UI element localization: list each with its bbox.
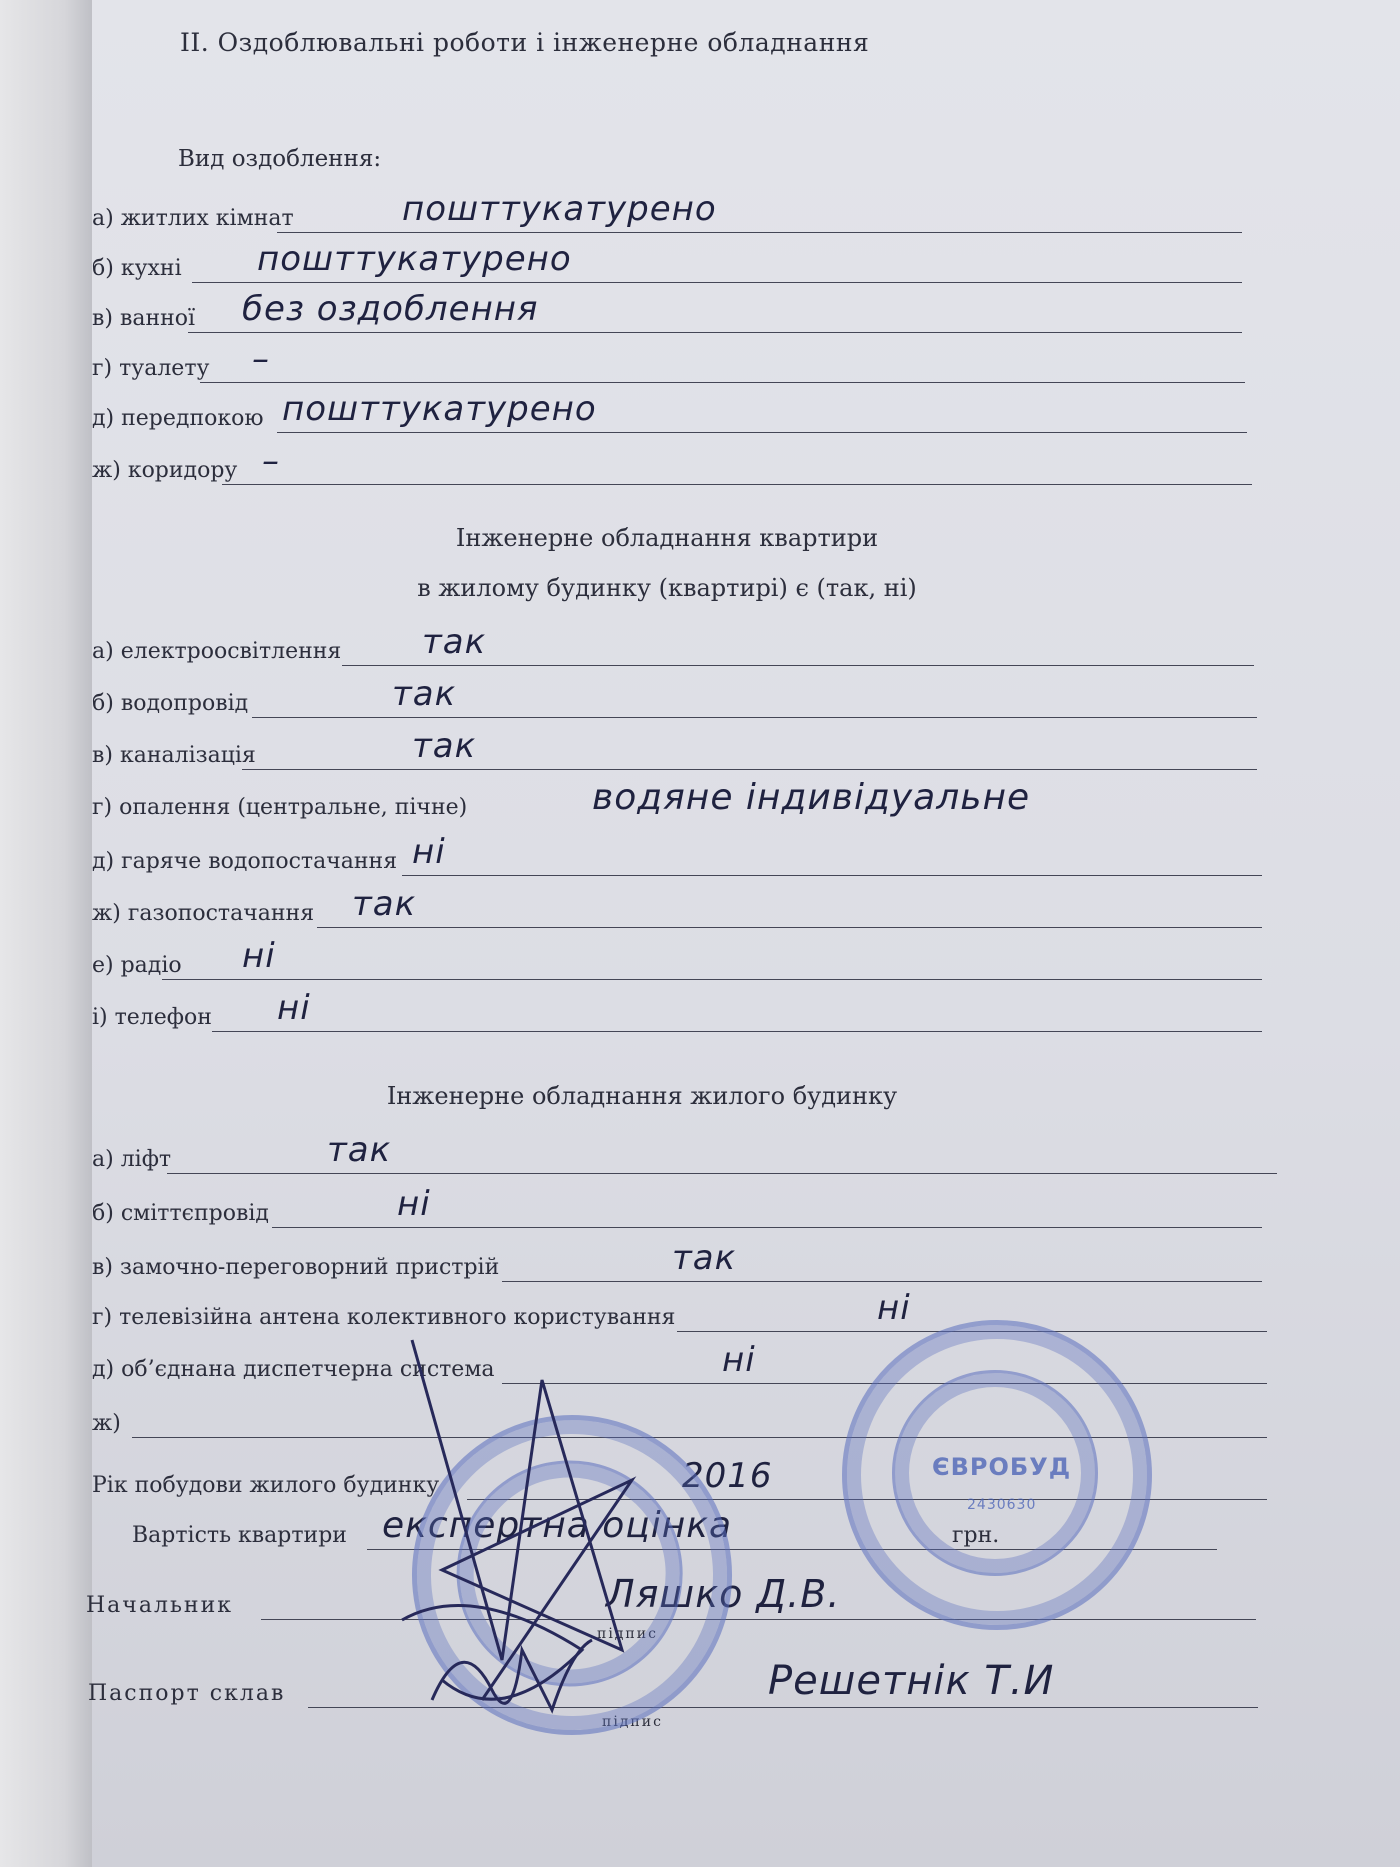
- handwritten-value: так: [412, 726, 477, 766]
- handwritten-value: ні: [397, 1184, 431, 1224]
- handwritten-value: без оздоблення: [242, 289, 539, 329]
- field-label: в) каналізація: [92, 743, 256, 768]
- handwritten-value: так: [327, 1130, 392, 1170]
- fill-line: [277, 232, 1242, 233]
- apartment-row: [92, 777, 1192, 824]
- signature-caption: підпис: [602, 1714, 663, 1730]
- apartment-subheading: в жилому будинку (квартирі) є (так, ні): [417, 574, 917, 602]
- apartment-row: [92, 622, 1192, 668]
- passport-signature-scribble: [422, 1610, 602, 1740]
- finishing-row: [92, 289, 1192, 335]
- field-label: г) туалету: [92, 356, 210, 381]
- handwritten-value: так: [672, 1238, 737, 1278]
- field-label: ж): [92, 1411, 121, 1436]
- apartment-row: [92, 674, 1192, 720]
- apartment-heading: Інженерне обладнання квартири: [455, 524, 879, 552]
- signature-caption: підпис: [597, 1626, 658, 1642]
- field-label: б) кухні: [92, 256, 182, 281]
- fill-line: [317, 927, 1262, 928]
- handwritten-value: пошттукатурено: [282, 389, 597, 429]
- finishing-row: [92, 389, 1192, 435]
- handwritten-value: пошттукатурено: [257, 239, 572, 279]
- finishing-row: [92, 339, 1192, 385]
- passport-label: Паспорт склав: [88, 1681, 286, 1706]
- passport-name: Решетнік Т.И: [768, 1658, 1055, 1704]
- building-row: [92, 1184, 1192, 1230]
- handwritten-value: так: [392, 674, 457, 714]
- fill-line: [502, 1281, 1262, 1282]
- fill-line: [222, 484, 1252, 485]
- building-row: [92, 1238, 1192, 1284]
- fill-line: [277, 432, 1247, 433]
- field-label: а) електроосвітлення: [92, 639, 342, 664]
- fill-line: [402, 875, 1262, 876]
- fill-line: [252, 717, 1257, 718]
- handwritten-value: ні: [242, 936, 276, 976]
- handwritten-value: пошттукатурено: [402, 189, 717, 229]
- apartment-row: [92, 988, 1192, 1034]
- field-label: ж) газопостачання: [92, 901, 315, 926]
- fill-line: [272, 1227, 1262, 1228]
- apartment-row: [92, 832, 1192, 878]
- handwritten-value: так: [352, 884, 417, 924]
- year-value: 2016: [682, 1456, 773, 1496]
- fill-line: [212, 1031, 1262, 1032]
- stamp-company-name: ЄВРОБУД: [932, 1453, 1072, 1481]
- currency-label: грн.: [952, 1523, 1000, 1548]
- finishing-heading: Вид оздоблення:: [178, 146, 382, 172]
- finishing-row: [92, 189, 1192, 235]
- finishing-row: [92, 239, 1192, 285]
- field-label: а) житлих кімнат: [92, 206, 294, 231]
- building-heading: Інженерне обладнання жилого будинку: [386, 1082, 898, 1110]
- section-title: ІІ. Оздоблювальні роботи і інженерне обладнання: [180, 28, 870, 57]
- finishing-row: [92, 441, 1192, 487]
- field-label: а) ліфт: [92, 1147, 172, 1172]
- handwritten-value: так: [422, 622, 487, 662]
- handwritten-value: ні: [877, 1288, 911, 1328]
- fill-line: [200, 382, 1245, 383]
- field-label: д) об’єднана диспетчерна система: [92, 1357, 495, 1382]
- handwritten-value: ні: [277, 988, 311, 1028]
- apartment-row: [92, 884, 1192, 930]
- field-label: е) радіо: [92, 953, 182, 978]
- fill-line: [162, 979, 1262, 980]
- fill-line: [342, 665, 1254, 666]
- binding-edge: [0, 0, 92, 1867]
- field-label: д) гаряче водопостачання: [92, 849, 398, 874]
- cost-value: експертна оцінка: [382, 1505, 733, 1546]
- head-name: Ляшко Д.В.: [606, 1572, 841, 1616]
- field-label: б) сміттєпровід: [92, 1201, 269, 1226]
- handwritten-value: водяне індивідуальне: [592, 777, 1031, 818]
- field-label: г) опалення (центральне, пічне): [92, 795, 468, 820]
- head-label: Начальник: [86, 1593, 233, 1618]
- fill-line: [192, 282, 1242, 283]
- field-label: ж) коридору: [92, 458, 238, 483]
- building-row: [92, 1130, 1192, 1176]
- field-label: д) передпокою: [92, 406, 264, 431]
- field-label: і) телефон: [92, 1005, 212, 1030]
- handwritten-value: ні: [722, 1340, 756, 1380]
- fill-line: [188, 332, 1242, 333]
- apartment-row: [92, 936, 1192, 982]
- stamp-code: 2430630: [967, 1497, 1037, 1513]
- field-label: в) ванної: [92, 306, 196, 331]
- year-label: Рік побудови жилого будинку: [92, 1473, 440, 1498]
- field-label: б) водопровід: [92, 691, 249, 716]
- apartment-row: [92, 726, 1192, 772]
- field-label: г) телевізійна антена колективного користування: [92, 1305, 676, 1330]
- handwritten-value: –: [262, 441, 280, 481]
- fill-line: [242, 769, 1257, 770]
- fill-line: [167, 1173, 1277, 1174]
- handwritten-value: ні: [412, 832, 446, 872]
- handwritten-value: –: [252, 339, 270, 379]
- cost-label: Вартість квартири: [132, 1523, 347, 1548]
- right-round-stamp: [842, 1320, 1152, 1630]
- document-page: [86, 0, 1400, 1867]
- field-label: в) замочно-переговорний пристрій: [92, 1255, 500, 1280]
